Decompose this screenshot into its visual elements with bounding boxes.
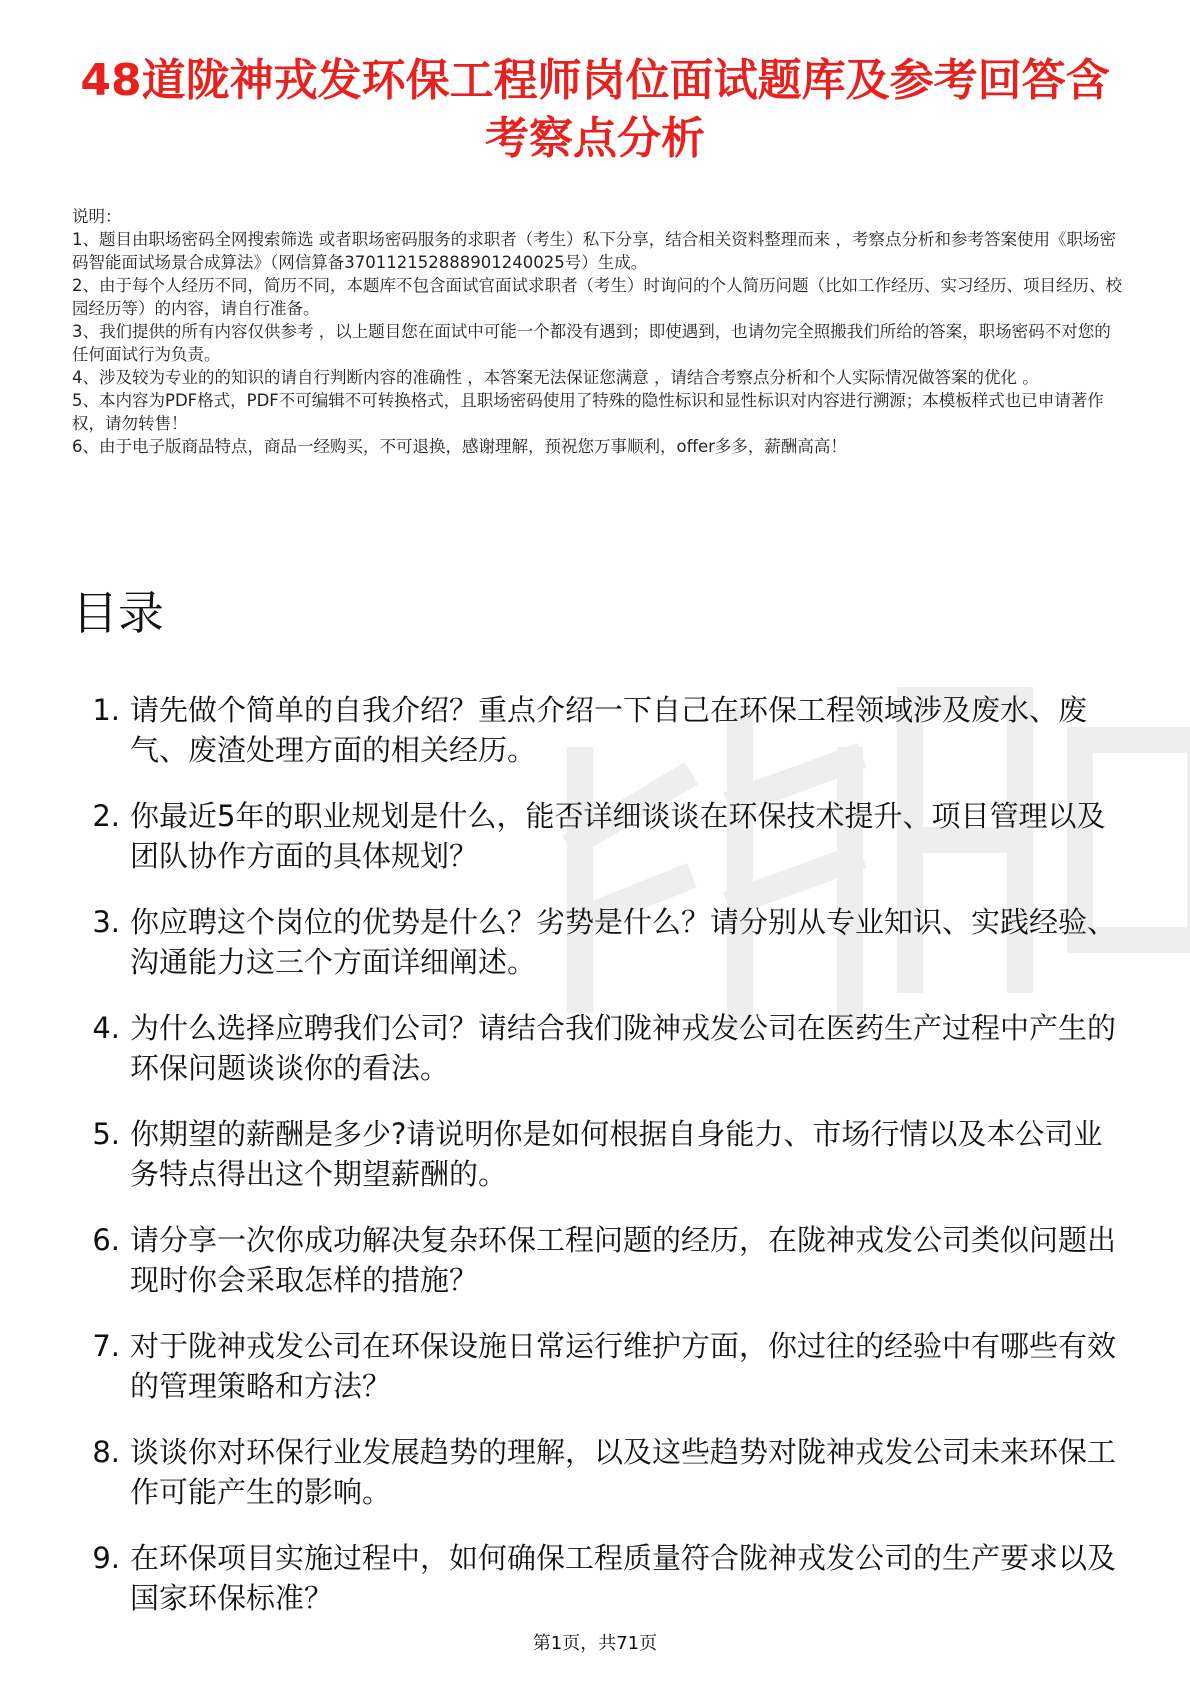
toc-heading: 目录 [72,586,164,640]
question-item [72,1326,1122,1406]
question-item [72,1008,1122,1088]
question-number: 7. [92,1329,120,1363]
question-text: 你期望的薪酬是多少?请说明你是如何根据自身能力、市场行情以及本公司业务特点得出这个期望薪酬的。 [130,1117,1103,1191]
note-item: 4、涉及较为专业的的知识的请自行判断内容的准确性 ，本答案无法保证您满意 ，请结合考察点分析和个人实际情况做答案的优化 。 [72,368,1039,387]
question-text: 你最近5年的职业规划是什么，能否详细谈谈在环保技术提升、项目管理以及团队协作方面的具体规划？ [130,799,1106,873]
question-item [72,1220,1122,1300]
question-number: 1. [92,693,120,727]
question-text: 你应聘这个岗位的优势是什么？劣势是什么？请分别从专业知识、实践经验、沟通能力这三个方面详细阐述。 [130,905,1117,979]
question-number: 9. [92,1541,120,1575]
question-number: 6. [92,1223,120,1257]
document-title: 48道陇神戎发环保工程师岗位面试题库及参考回答含考察点分析 [80,55,1110,164]
question-text: 对于陇神戎发公司在环保设施日常运行维护方面，你过往的经验中有哪些有效的管理策略和方法？ [130,1329,1117,1403]
question-text: 请先做个简单的自我介绍？重点介绍一下自己在环保工程领域涉及废水、废气、废渣处理方面的相关经历。 [130,693,1088,767]
question-number: 5. [92,1117,120,1151]
notes-heading: 说明： [72,207,122,226]
note-item: 5、本内容为PDF格式，PDF不可编辑不可转换格式，且职场密码使用了特殊的隐性标识和显性标识对内容进行溯源；本模板样式也已申请著作权，请勿转售！ [72,391,1104,433]
page-footer: 第1页，共71页 [532,1633,658,1654]
question-number: 4. [92,1011,120,1045]
question-list [72,690,1122,1644]
question-item [72,1114,1122,1194]
note-item: 3、我们提供的所有内容仅供参考 ，以上题目您在面试中可能一个都没有遇到；即使遇到，也请勿完全照搬我们所给的答案，职场密码不对您的任何面试行为负责。 [72,322,1111,364]
note-item: 1、题目由职场密码全网搜索筛选 或者职场密码服务的求职者（考生）私下分享，结合相关资料整理而来 ，考察点分析和参考答案使用《职场密码智能面试场景合成算法》（网信算备370112152888901240025号）生成。 [72,230,1116,272]
note-item: 6、由于电子版商品特点，商品一经购买，不可退换，感谢理解，预祝您万事顺利，offer多多，薪酬高高！ [72,437,847,456]
question-item [72,796,1122,876]
question-text: 为什么选择应聘我们公司？请结合我们陇神戎发公司在医药生产过程中产生的环保问题谈谈你的看法。 [130,1011,1117,1085]
question-text: 请分享一次你成功解决复杂环保工程问题的经历，在陇神戎发公司类似问题出现时你会采取怎样的措施？ [130,1223,1117,1297]
question-number: 3. [92,905,120,939]
question-number: 2. [92,799,120,833]
question-item [72,1538,1122,1618]
question-text: 谈谈你对环保行业发展趋势的理解，以及这些趋势对陇神戎发公司未来环保工作可能产生的影响。 [130,1435,1117,1509]
question-item [72,1432,1122,1512]
question-text: 在环保项目实施过程中，如何确保工程质量符合陇神戎发公司的生产要求以及国家环保标准？ [130,1541,1117,1615]
notes-section [72,205,1122,458]
note-item: 2、由于每个人经历不同，简历不同，本题库不包含面试官面试求职者（考生）时询问的个人简历问题（比如工作经历、实习经历、项目经历、校园经历等）的内容，请自行准备。 [72,276,1122,318]
question-number: 8. [92,1435,120,1469]
question-item [72,690,1122,770]
question-item [72,902,1122,982]
